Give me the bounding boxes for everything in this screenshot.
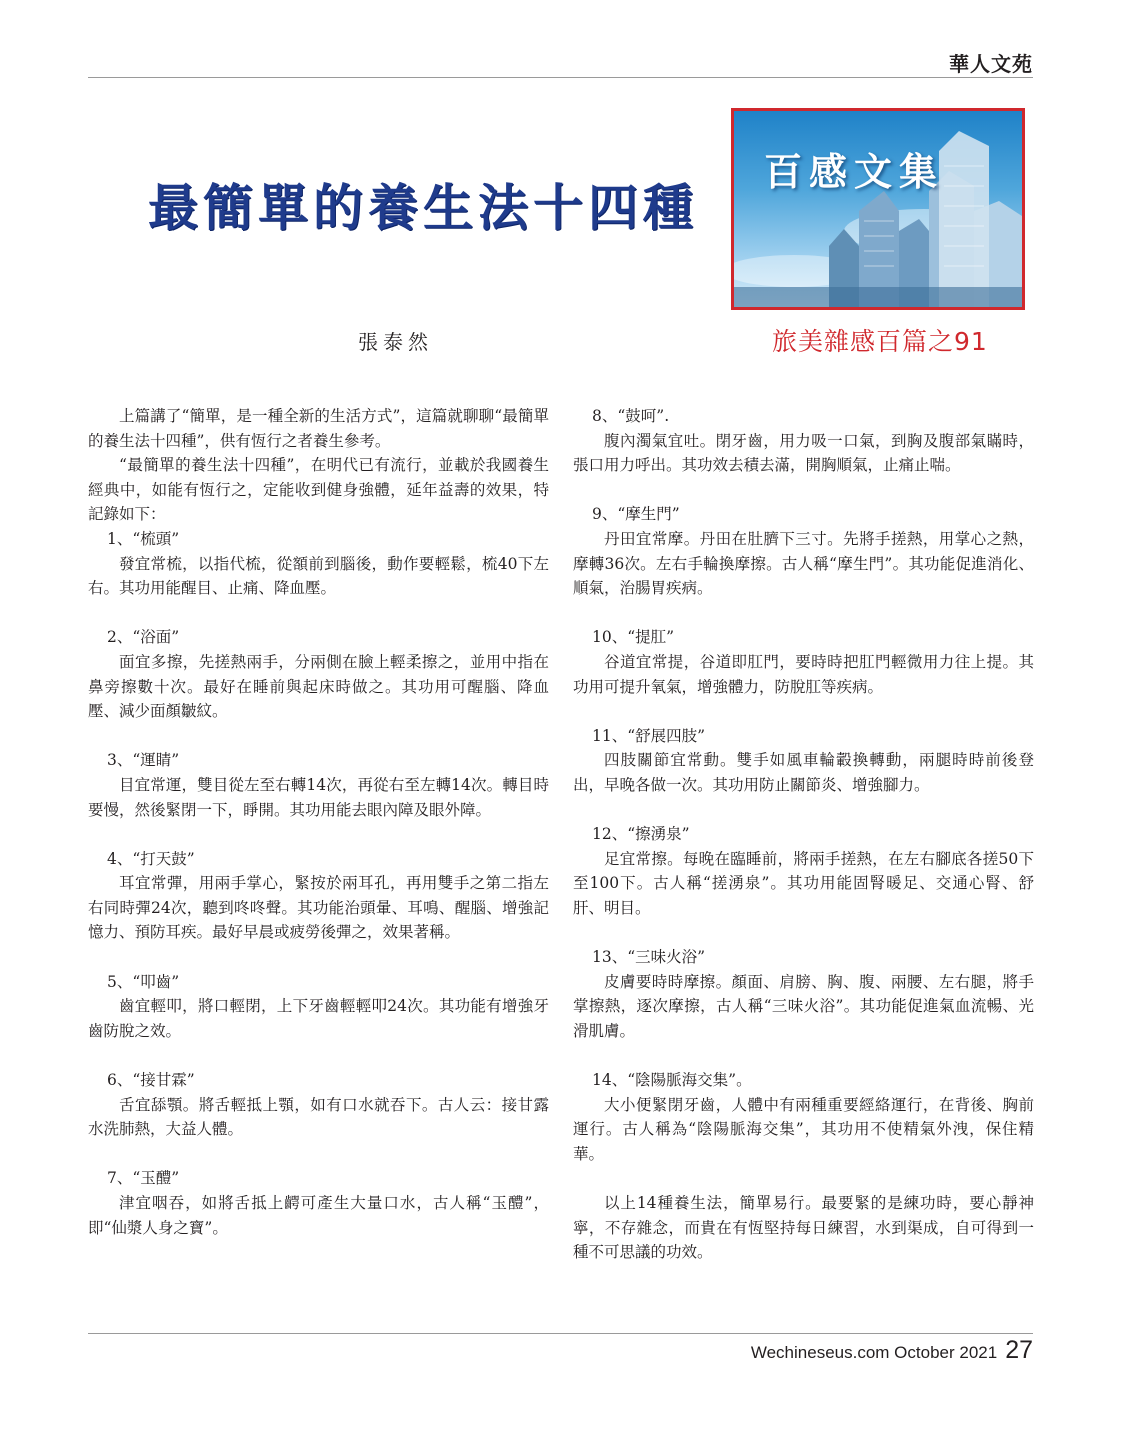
body-paragraph: 耳宜常彈，用兩手掌心，緊按於兩耳孔，再用雙手之第二指左右同時彈24次，聽到咚咚聲。其功能治頭暈、耳鳴、醒腦、增強記憶力、預防耳疾。最好早晨或疲勞後彈之，效果著稱。 [88, 874, 549, 942]
article-title: 最簡單的養生法十四種 [148, 179, 698, 237]
paragraph-spacer [88, 945, 549, 970]
paragraph-spacer [88, 601, 549, 626]
section-heading: 14、“陰陽脈海交集”。 [592, 1071, 752, 1090]
body-paragraph: 上篇講了“簡單，是一種全新的生活方式”，這篇就聊聊“最簡單的養生法十四種”，供有恆行之者養生參考。 [88, 407, 549, 450]
section-heading: 13、“三味火浴” [592, 948, 706, 967]
paragraph-spacer [88, 1043, 549, 1068]
section-heading: 12、“擦湧泉” [592, 825, 690, 844]
bottom-divider [88, 1333, 1033, 1334]
paragraph-spacer [573, 478, 1034, 503]
body-paragraph: 齒宜輕叩，將口輕閉，上下牙齒輕輕叩24次。其功能有增強牙齒防脫之效。 [88, 997, 549, 1040]
body-paragraph: 足宜常擦。每晚在臨睡前，將兩手搓熱，在左右腳底各搓50下至100下。古人稱“搓湧泉”。其功用能固腎暖足、交通心腎、舒肝、明目。 [573, 849, 1034, 917]
section-heading: 8、“鼓呵”. [592, 407, 670, 425]
paragraph-spacer [573, 601, 1034, 626]
body-paragraph: 谷道宜常提，谷道即肛門，要時時把肛門輕微用力往上提。其功用可提升氧氣，增強體力，防脫肛等疾病。 [573, 652, 1034, 696]
series-banner [731, 108, 1025, 310]
paragraph-spacer [88, 822, 549, 847]
article-author: 張泰然 [358, 330, 433, 354]
paragraph-spacer [88, 724, 549, 749]
body-paragraph: 丹田宜常摩。丹田在肚臍下三寸。先將手搓熱，用掌心之熱，摩轉36次。左右手輪換摩擦。古人稱“摩生門”。其功能促進消化、順氣，治腸胃疾病。 [573, 529, 1034, 598]
section-heading: 6、“接甘霖” [107, 1071, 195, 1090]
banner-title: 百感文集 [764, 150, 945, 194]
paragraph-spacer [573, 920, 1034, 945]
footer-site: Wechineseus.com October 2021 [750, 1343, 998, 1362]
section-heading: 10、“提肛” [592, 628, 675, 647]
body-paragraph: 舌宜舔顎。將舌輕抵上顎，如有口水就吞下。古人云：接甘露水洗肺熱，大益人體。 [88, 1095, 549, 1139]
section-heading: 4、“打天鼓” [107, 849, 195, 868]
paragraph-spacer [88, 1142, 549, 1167]
body-paragraph: 以上14種養生法，簡單易行。最要緊的是練功時，要心靜神寧，不存雜念，而貴在有恆堅持每日練習，水到渠成，自可得到一種不可思議的功效。 [573, 1194, 1034, 1262]
section-heading: 5、“叩齒” [107, 972, 180, 991]
section-heading: 11、“舒展四肢” [592, 726, 706, 745]
body-paragraph: 面宜多擦，先搓熱兩手，分兩側在臉上輕柔擦之，並用中指在鼻旁擦數十次。最好在睡前與起床時做之。其功用可醒腦、降血壓、減少面顏皺紋。 [88, 652, 549, 721]
body-paragraph: 腹內濁氣宜吐。閉牙齒，用力吸一口氣，到胸及腹部氣瞞時，張口用力呼出。其功效去積去滿，開胸順氣，止痛止喘。 [573, 431, 1034, 475]
section-label: 華人文苑 [949, 52, 1033, 76]
section-heading: 2、“浴面” [107, 628, 180, 647]
left-column [88, 404, 549, 1240]
top-divider [88, 77, 1033, 78]
body-paragraph: 四肢關節宜常動。雙手如風車輪轂換轉動，兩腿時時前後登出，早晚各做一次。其功用防止關節炎、增強腳力。 [573, 751, 1034, 794]
right-column [573, 404, 1034, 1265]
section-heading: 1、“梳頭” [107, 529, 180, 548]
body-paragraph: 大小便緊閉牙齒，人體中有兩種重要經絡運行，在背後、胸前運行。古人稱為“陰陽脈海交集”，其功用不使精氣外洩，保住精華。 [573, 1095, 1034, 1163]
page-footer [751, 1336, 1033, 1365]
body-paragraph: 發宜常梳，以指代梳，從額前到腦後，動作要輕鬆，梳40下左右。其功用能醒目、止痛、降血壓。 [88, 554, 549, 598]
body-paragraph: 目宜常運，雙目從左至右轉14次，再從右至左轉14次。轉目時要慢，然後緊閉一下，睜開。其功用能去眼內障及眼外障。 [88, 775, 549, 819]
body-paragraph: 津宜咽吞，如將舌抵上齶可產生大量口水，古人稱“玉醴”，即“仙漿人身之寶”。 [88, 1194, 549, 1237]
section-heading: 7、“玉醴” [107, 1169, 180, 1188]
section-heading: 3、“運睛” [107, 751, 180, 770]
paragraph-spacer [573, 1043, 1034, 1068]
paragraph-spacer [573, 699, 1034, 724]
banner-caption: 旅美雜感百篇之91 [772, 327, 988, 356]
body-paragraph: “最簡單的養生法十四種”，在明代已有流行，並載於我國養生經典中，如能有恆行之，定能收到健身強體，延年益壽的效果，特記錄如下： [88, 456, 549, 524]
section-heading: 9、“摩生門” [592, 505, 680, 524]
paragraph-spacer [573, 1166, 1034, 1191]
page-number: 27 [1005, 1336, 1033, 1364]
paragraph-spacer [573, 798, 1034, 823]
body-paragraph: 皮膚要時時摩擦。顏面、肩膀、胸、腹、兩腰、左右腿，將手掌擦熱，逐次摩擦，古人稱“三味火浴”。其功能促進氣血流暢、光滑肌膚。 [573, 972, 1034, 1040]
